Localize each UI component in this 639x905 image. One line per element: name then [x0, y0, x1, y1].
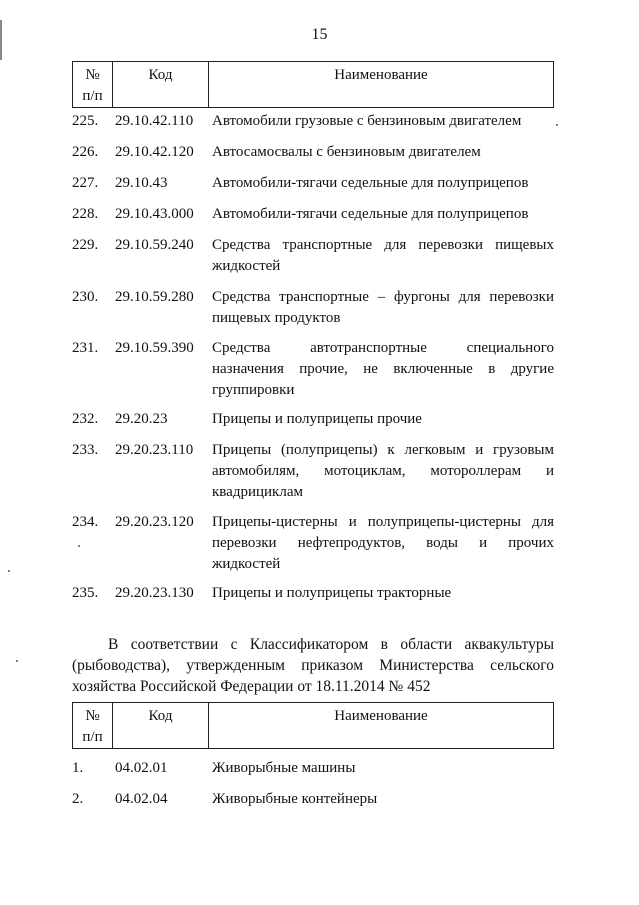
row-code: 29.10.43	[115, 175, 168, 191]
row-num: 235.	[72, 585, 99, 601]
row-code: 29.10.59.240	[115, 237, 194, 253]
table-2	[72, 702, 554, 749]
table-1-header	[72, 61, 554, 108]
table-row	[72, 111, 554, 132]
header-name: Наименование	[334, 67, 428, 83]
row-code: 29.20.23.130	[115, 585, 194, 601]
scan-speck	[556, 124, 558, 126]
row-num: 2.	[72, 791, 84, 807]
row-num: 226.	[72, 144, 99, 160]
row-num: 231.	[72, 340, 99, 356]
table-row	[72, 142, 554, 163]
table-2-header	[72, 702, 554, 749]
row-name: Автомобили грузовые с бензиновым двигателем	[212, 113, 522, 129]
row-code: 29.10.42.110	[115, 113, 194, 129]
table-row	[72, 583, 554, 604]
row-name: Прицепы-цистерны и полуприцепы-цистерны для перевозки нефтепродуктов, воды и прочих жидкостей	[212, 514, 554, 572]
row-num: 227.	[72, 175, 99, 191]
row-num: 233.	[72, 442, 99, 458]
row-name: Живорыбные машины	[212, 760, 356, 776]
row-code: 29.10.59.390	[115, 340, 194, 356]
row-num: 234.	[72, 514, 99, 530]
scan-speck	[16, 660, 18, 662]
row-num: 232.	[72, 411, 99, 427]
table-row	[72, 409, 554, 430]
table-row	[72, 173, 554, 194]
row-name: Средства автотранспортные специального назначения прочие, не включенные в другие группировки	[212, 340, 554, 398]
row-code: 29.10.42.120	[115, 144, 194, 160]
table-1	[72, 61, 554, 108]
row-num: 225.	[72, 113, 99, 129]
table-row	[72, 758, 554, 779]
row-code: 29.20.23	[115, 411, 168, 427]
row-code: 04.02.01	[115, 760, 168, 776]
row-num: 228.	[72, 206, 99, 222]
table-row	[72, 440, 554, 503]
scan-speck	[78, 545, 80, 547]
row-name: Средства транспортные для перевозки пищевых жидкостей	[212, 237, 554, 274]
row-code: 04.02.04	[115, 791, 168, 807]
table-row	[72, 204, 554, 225]
row-code: 29.20.23.120	[115, 514, 194, 530]
table-row	[72, 789, 554, 810]
row-code: 29.10.43.000	[115, 206, 194, 222]
row-num: 229.	[72, 237, 99, 253]
scan-speck	[8, 570, 10, 572]
row-code: 29.10.59.280	[115, 289, 194, 305]
row-name: Прицепы и полуприцепы прочие	[212, 411, 422, 427]
table-row	[72, 287, 554, 329]
table-row	[72, 235, 554, 277]
row-name: Прицепы (полуприцепы) к легковым и грузовым автомобилям, мотоциклам, мотороллерам и квадрициклам	[212, 442, 554, 500]
row-name: Живорыбные контейнеры	[212, 791, 378, 807]
row-num: 230.	[72, 289, 99, 305]
header-num: № п/п	[73, 703, 113, 748]
row-name: Прицепы и полуприцепы тракторные	[212, 585, 452, 601]
page-number: 15	[311, 26, 328, 43]
table-row	[72, 512, 554, 575]
row-name: Автомобили-тягачи седельные для полуприцепов	[212, 206, 529, 222]
row-name: Средства транспортные – фургоны для перевозки пищевых продуктов	[212, 289, 554, 326]
row-code: 29.20.23.110	[115, 442, 194, 458]
row-name: Автосамосвалы с бензиновым двигателем	[212, 144, 481, 160]
scan-edge-mark	[0, 20, 2, 60]
body-paragraph: В соответствии с Классификатором в области аквакультуры (рыбоводства), утвержденным приказом Министерства сельского хозяйства Российской Федерации от 18.11.2014 № 452	[72, 636, 554, 695]
header-name: Наименование	[334, 708, 428, 724]
row-name: Автомобили-тягачи седельные для полуприцепов	[212, 175, 529, 191]
header-code: Код	[113, 703, 209, 748]
table-row	[72, 338, 554, 401]
row-num: 1.	[72, 760, 84, 776]
header-code: Код	[113, 62, 209, 107]
header-num: № п/п	[73, 62, 113, 107]
